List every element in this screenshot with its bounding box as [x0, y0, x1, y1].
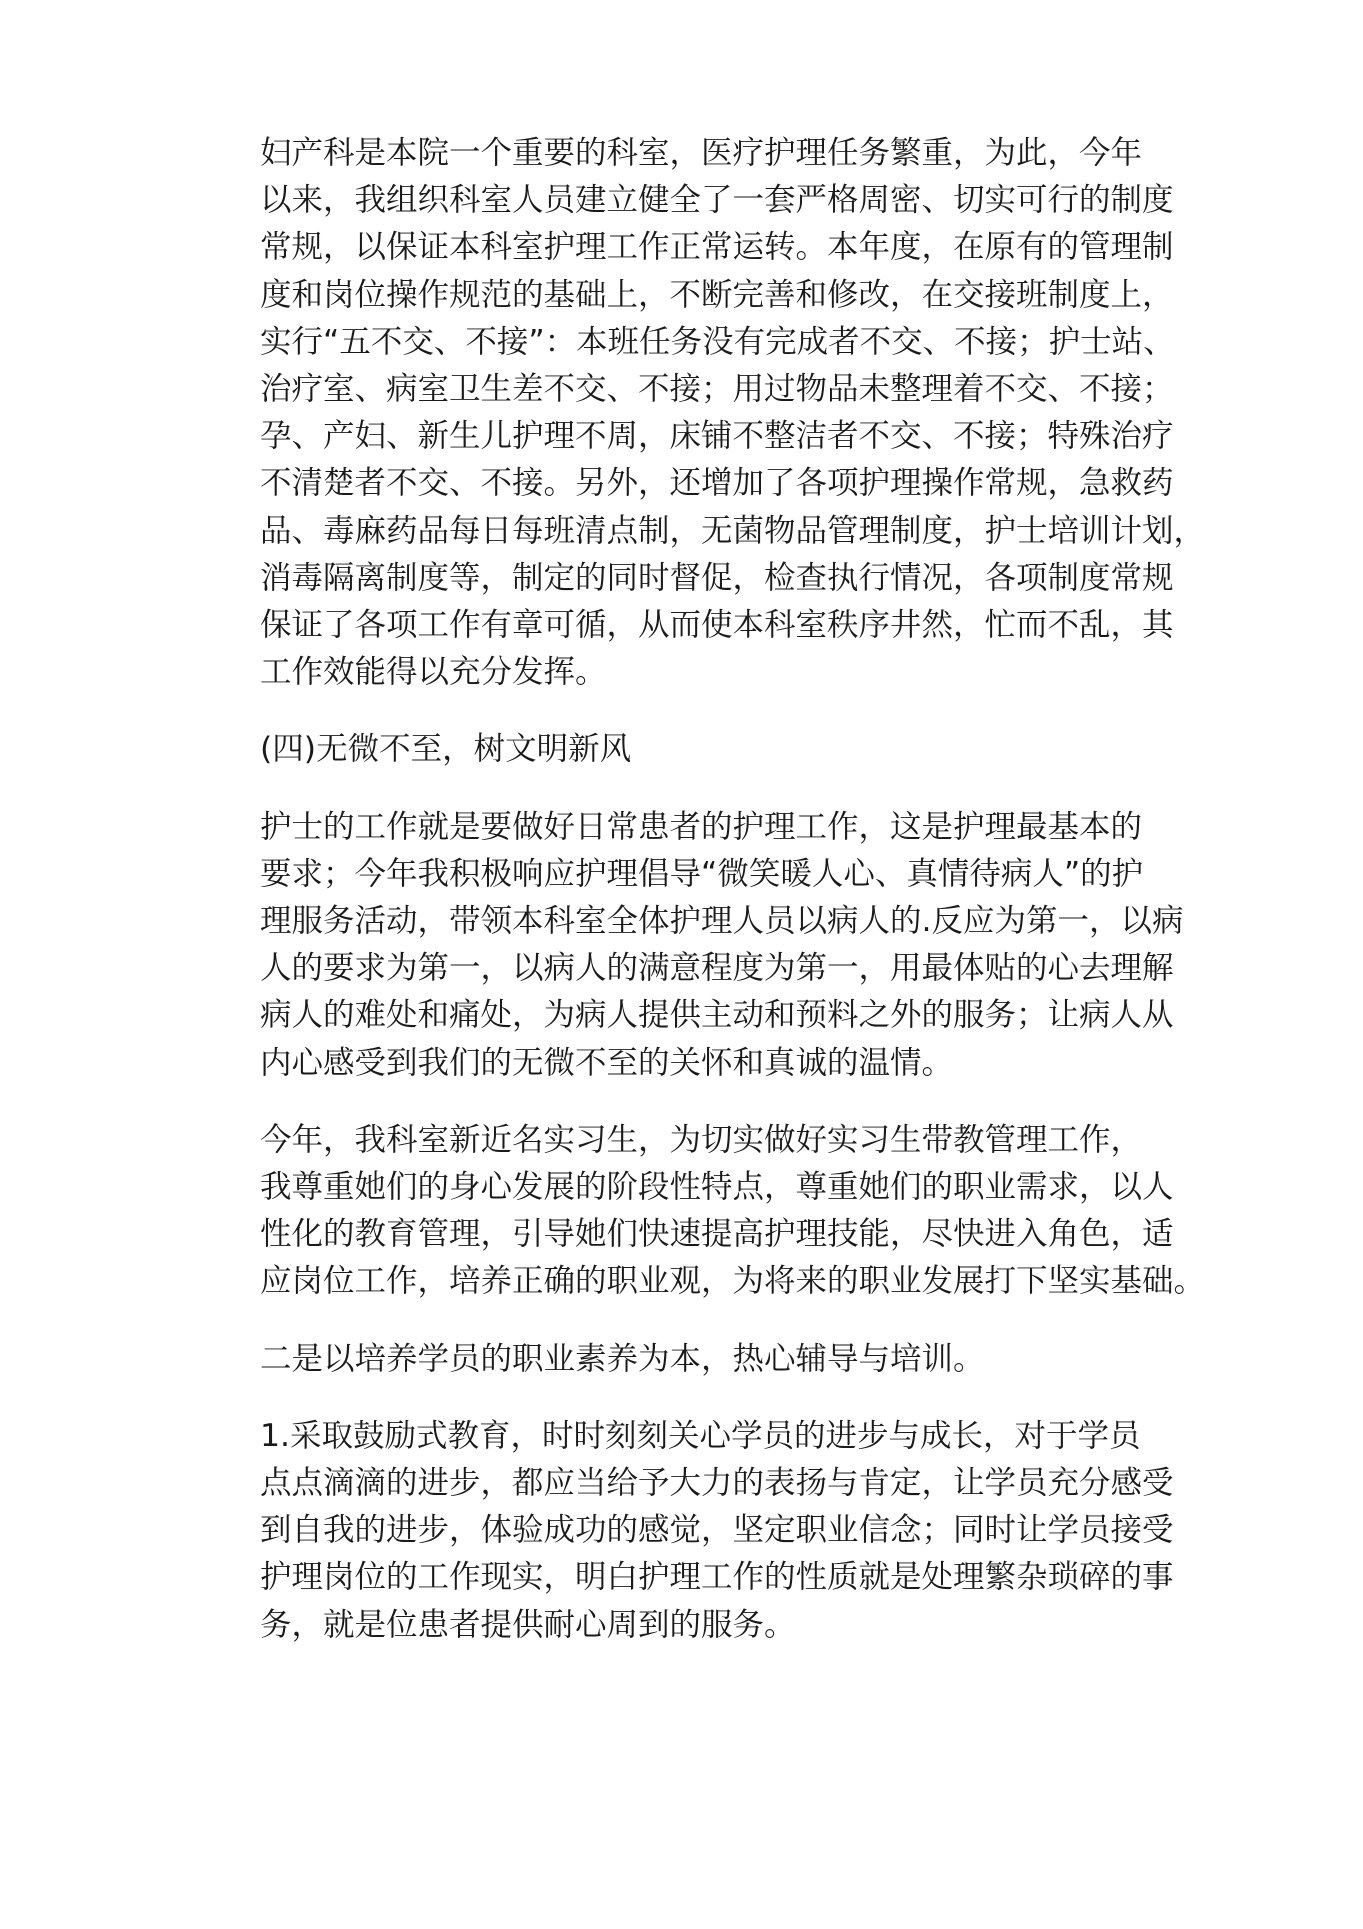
text-line: 1.采取鼓励式教育，时时刻刻关心学员的进步与成长，对于学员: [260, 1417, 1141, 1454]
document-page: [208, 130, 1206, 1679]
text-line: 今年，我科室新近名实习生，为切实做好实习生带教管理工作，: [260, 1121, 1143, 1158]
text-line: 二是以培养学员的职业素养为本，热心辅导与培训。: [260, 1340, 985, 1377]
text-line: 到自我的进步，体验成功的感觉，坚定职业信念；同时让学员接受: [260, 1512, 1174, 1549]
text-line: 治疗室、病室卫生差不交、不接；用过物品未整理着不交、不接；: [260, 371, 1174, 408]
paragraph-point-two: [208, 1336, 1166, 1383]
text-line: (四)无微不至，树文明新风: [260, 731, 632, 768]
text-line: 护理岗位的工作现实，明白护理工作的性质就是处理繁杂琐碎的事: [260, 1559, 1174, 1596]
text-line: 病人的难处和痛处，为病人提供主动和预料之外的服务；让病人从: [260, 997, 1174, 1034]
paragraph-nursing-care: [208, 804, 1184, 1087]
text-line: 理服务活动，带领本科室全体护理人员以病人的.反应为第一，以病: [260, 903, 1184, 940]
text-line: 工作效能得以充分发挥。: [260, 654, 607, 691]
text-line: 性化的教育管理，引导她们快速提高护理技能，尽快进入角色，适: [260, 1216, 1174, 1253]
paragraph-obstetrics-management: [208, 130, 1206, 696]
text-line: 消毒隔离制度等，制定的同时督促，检查执行情况，各项制度常规: [260, 559, 1174, 596]
text-line: 实行“五不交、不接”：本班任务没有完成者不交、不接；护士站、: [260, 323, 1175, 360]
paragraph-encouragement: [208, 1413, 1174, 1649]
text-line: 以来，我组织科室人员建立健全了一套严格周密、切实可行的制度: [260, 182, 1174, 219]
paragraph-intern-teaching: [208, 1117, 1206, 1306]
text-line: 品、毒麻药品每日每班清点制，无菌物品管理制度，护士培训计划，: [260, 512, 1206, 549]
text-line: 护士的工作就是要做好日常患者的护理工作，这是护理最基本的: [260, 808, 1143, 845]
text-line: 妇产科是本院一个重要的科室，医疗护理任务繁重，为此，今年: [260, 135, 1143, 171]
text-line: 务，就是位患者提供耐心周到的服务。: [260, 1606, 796, 1643]
text-line: 保证了各项工作有章可循，从而使本科室秩序井然，忙而不乱，其: [260, 607, 1174, 644]
text-line: 应岗位工作，培养正确的职业观，为将来的职业发展打下坚实基础。: [260, 1263, 1206, 1300]
section-heading-4: [208, 726, 1166, 773]
text-line: 不清楚者不交、不接。另外，还增加了各项护理操作常规，急救药: [260, 465, 1174, 502]
text-line: 人的要求为第一，以病人的满意程度为第一，用最体贴的心去理解: [260, 950, 1174, 987]
text-line: 要求；今年我积极响应护理倡导“微笑暖人心、真情待病人”的护: [260, 855, 1144, 892]
text-line: 度和岗位操作规范的基础上，不断完善和修改，在交接班制度上，: [260, 276, 1174, 313]
text-line: 常规，以保证本科室护理工作正常运转。本年度，在原有的管理制: [260, 229, 1174, 266]
text-line: 孕、产妇、新生儿护理不周，床铺不整洁者不交、不接；特殊治疗: [260, 418, 1174, 455]
text-line: 我尊重她们的身心发展的阶段性特点，尊重她们的职业需求，以人: [260, 1169, 1174, 1206]
text-line: 点点滴滴的进步，都应当给予大力的表扬与肯定，让学员充分感受: [260, 1465, 1174, 1502]
text-line: 内心感受到我们的无微不至的关怀和真诚的温情。: [260, 1044, 954, 1081]
